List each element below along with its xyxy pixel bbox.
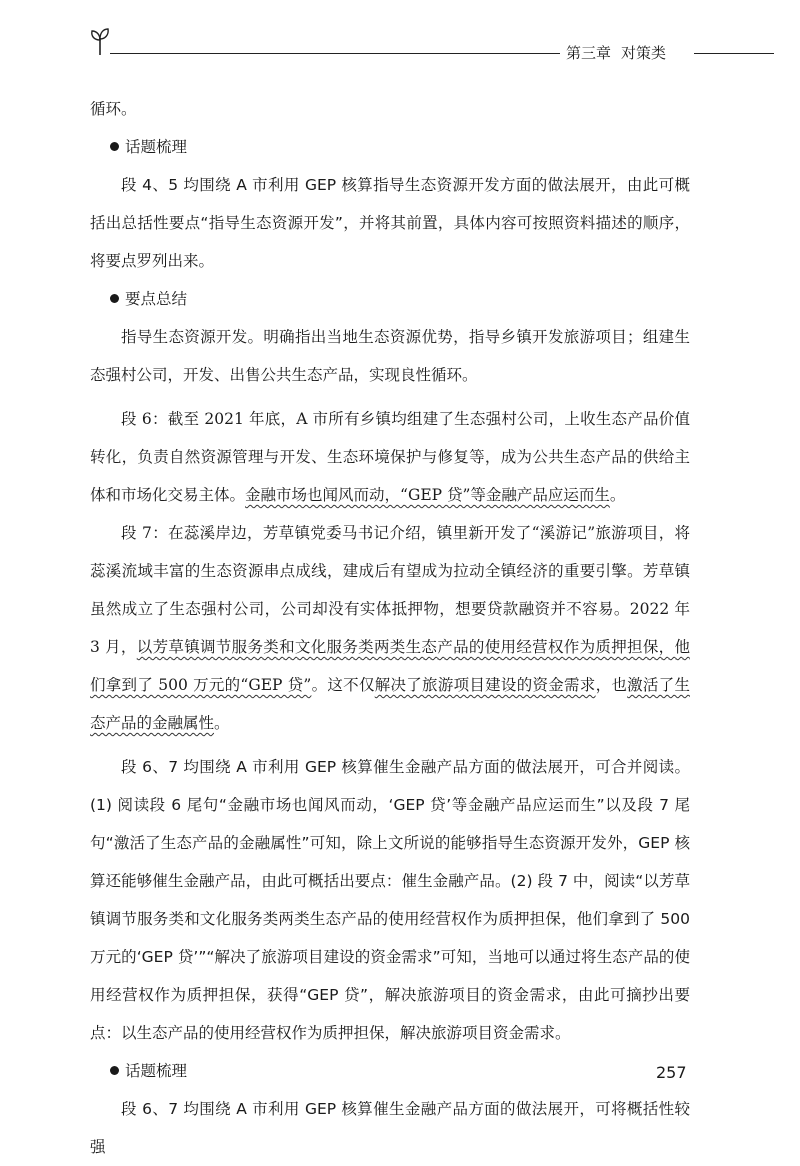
chapter-label: 第三章 — [566, 44, 612, 62]
page-number: 257 — [656, 1063, 687, 1082]
bullet-icon — [110, 294, 119, 303]
underlined-excerpt: 激活了生态产品的金融属性 — [90, 676, 690, 732]
bullet-icon — [110, 142, 119, 151]
source-text: 。 — [609, 486, 626, 504]
page-header — [0, 0, 800, 80]
topic-heading — [110, 1052, 690, 1090]
summary-heading — [110, 280, 690, 318]
heading-text: 话题梳理 — [125, 1062, 188, 1080]
source-paragraph-6 — [90, 400, 690, 514]
source-text: 段 6：截至 2021 年底，A 市所有乡镇均组建了生态强村公司，上收生态产品价值转化，负责自然资源管理与开发、生态环境保护与修复等，成为公共生态产品的供给主体和市场化交易主体。 — [90, 410, 690, 504]
analysis-paragraph: 段 6、7 均围绕 A 市利用 GEP 核算催生金融产品方面的做法展开，可将概括性较强 — [90, 1100, 690, 1156]
underlined-excerpt: 金融市场也闻风而动，“GEP 贷”等金融产品应运而生 — [245, 486, 610, 504]
analysis-paragraph: 段 4、5 均围绕 A 市利用 GEP 核算指导生态资源开发方面的做法展开，由此可概括出总括性要点“指导生态资源开发”，并将其前置，具体内容可按照资料描述的顺序，将要点罗列出来。 — [90, 176, 690, 270]
underlined-excerpt: 以芳草镇调节服务类和文化服务类两类生态产品的使用经营权作为质押担保，他们拿到了 500 万元的“GEP 贷” — [90, 638, 690, 694]
source-text: ，也 — [595, 676, 628, 694]
heading-text: 要点总结 — [125, 290, 188, 308]
analysis-paragraph: 段 6、7 均围绕 A 市利用 GEP 核算催生金融产品方面的做法展开，可合并阅读。(1) 阅读段 6 尾句“金融市场也闻风而动，‘GEP 贷’等金融产品应运而生”以及段 7 尾句“激活了生态产品的金融属性”可知，除上文所说的能够指导生态资源开发外，GEP 核算还能够催生金融产品，由此可概括出要点：催生金融产品。(2) 段 7 中，阅读“以芳草镇调节服务类和文化服务类两类生态产品的使用经营权作为质押担保，他们拿到了 500 万元的‘GEP 贷’”“解决了旅游项目建设的资金需求”可知，当地可以通过将生态产品的使用经营权作为质押担保，获得“GEP 贷”，解决旅游项目的资金需求，由此可摘抄出要点：以生态产品的使用经营权作为质押担保，解决旅游项目资金需求。 — [90, 758, 690, 1042]
summary-paragraph: 指导生态资源开发。明确指出当地生态资源优势，指导乡镇开发旅游项目；组建生态强村公司，开发、出售公共生态产品，实现良性循环。 — [90, 328, 690, 384]
source-text: 段 7：在蕊溪岸边，芳草镇党委马书记介绍，镇里新开发了“溪游记”旅游项目，将蕊溪流域丰富的生态资源串点成线，建成后有望成为拉动全镇经济的重要引擎。芳草镇虽然成立了生态强村公司，公司却没有实体抵押物，想要贷款融资并不容易。2022 年 3 月， — [90, 524, 690, 656]
source-paragraph-7 — [90, 514, 690, 742]
header-rule-left — [110, 53, 560, 54]
heading-text: 话题梳理 — [125, 138, 188, 156]
chapter-title — [566, 42, 676, 63]
paragraph-continuation: 循环。 — [90, 100, 137, 118]
section-label: 对策类 — [621, 44, 667, 62]
source-text: 。这不仅 — [311, 676, 375, 694]
page-body — [90, 90, 690, 1166]
topic-heading — [110, 128, 690, 166]
underlined-excerpt: 解决了旅游项目建设的资金需求 — [374, 676, 596, 694]
sprout-icon — [88, 26, 112, 56]
bullet-icon — [110, 1066, 119, 1075]
source-text: 。 — [214, 714, 230, 732]
header-rule-right — [694, 53, 774, 54]
